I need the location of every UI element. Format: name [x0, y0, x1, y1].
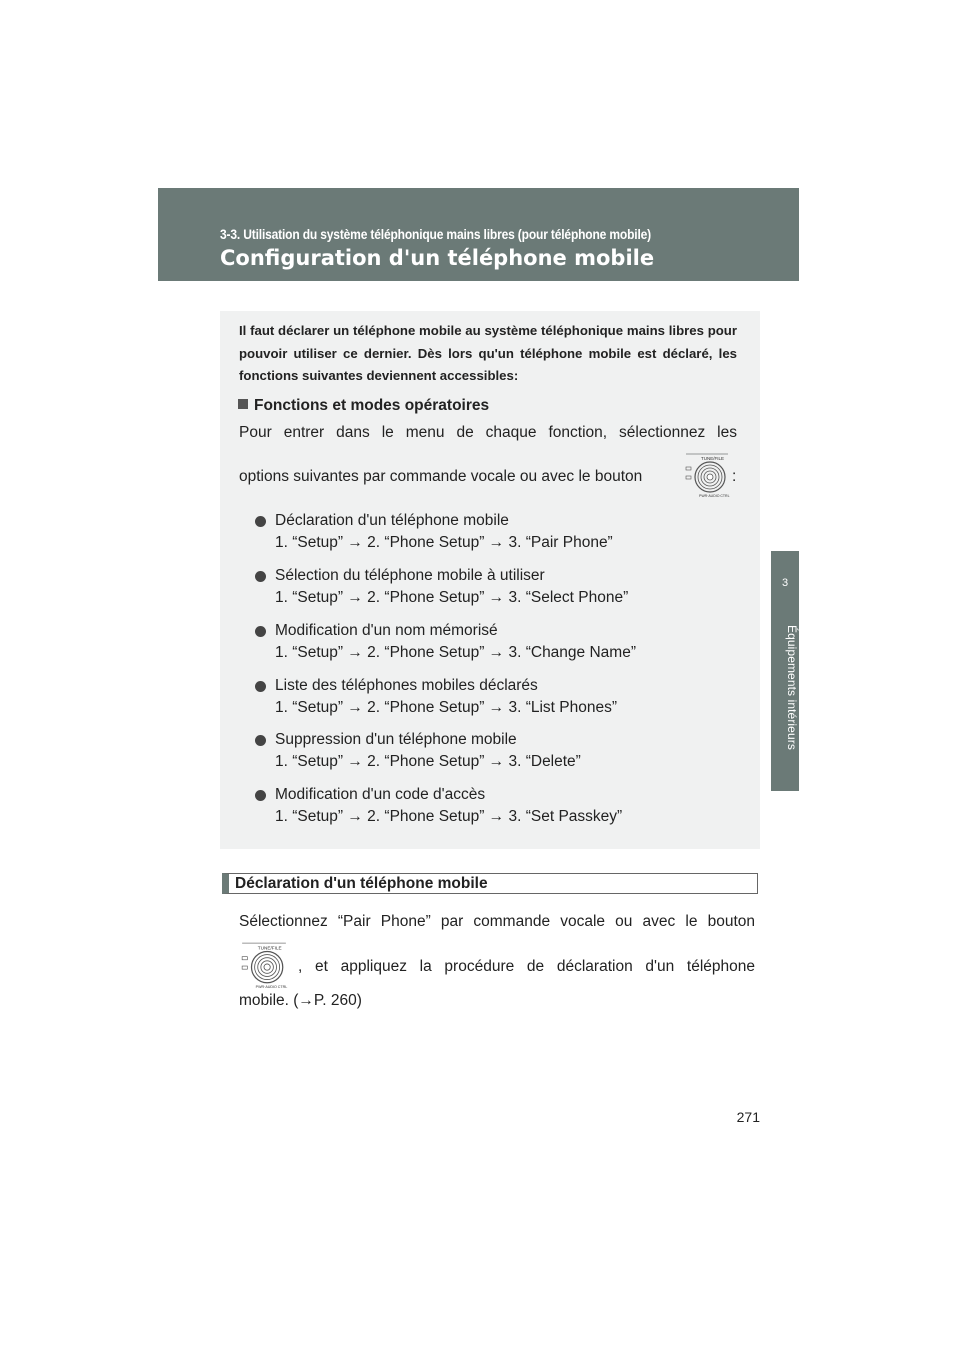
list-item-title: Déclaration d'un téléphone mobile [275, 512, 509, 529]
list-item-path: 1. “Setup” → 2. “Phone Setup” → 3. “Select Phone” [275, 589, 629, 606]
square-bullet-icon [238, 399, 248, 409]
round-bullet-icon [255, 626, 266, 637]
section-heading: Déclaration d'un téléphone mobile [222, 873, 758, 894]
info-box [220, 311, 760, 849]
intro-line: libres pour pouvoir utiliser ce dernier. Dès lors qu'un téléphone [239, 323, 737, 361]
instruction-line: options suivantes par commande vocale ou avec le bouton [239, 468, 643, 485]
round-bullet-icon [255, 516, 266, 527]
chapter-side-tab [771, 551, 799, 791]
chapter-header [158, 188, 799, 281]
instruction-colon: : [732, 468, 737, 485]
round-bullet-icon [255, 735, 266, 746]
list-item-path: 1. “Setup” → 2. “Phone Setup” → 3. “Pair Phone” [275, 534, 613, 551]
page-title: Configuration d'un téléphone mobile [220, 246, 655, 270]
section-line: Sélectionnez “Pair Phone” par commande vocale ou avec le bouton [239, 913, 755, 930]
section-label: 3-3. Utilisation du système téléphonique mains libres (pour téléphone mobile) [220, 226, 651, 242]
round-bullet-icon [255, 571, 266, 582]
functions-subheading: Fonctions et modes opératoires [238, 397, 489, 415]
tune-file-knob-icon [239, 940, 289, 990]
list-item-title: Suppression d'un téléphone mobile [275, 731, 517, 748]
list-item-path: 1. “Setup” → 2. “Phone Setup” → 3. “Delete” [275, 753, 581, 770]
section-line: mobile. (→P. 260) [239, 992, 362, 1009]
knob-bottom-label: PWR·AUDIO CTRL [699, 494, 730, 498]
chapter-number: 3 [781, 577, 789, 589]
round-bullet-icon [255, 790, 266, 801]
list-item-title: Liste des téléphones mobiles déclarés [275, 677, 538, 694]
tune-file-knob-icon [683, 451, 731, 499]
list-item-title: Modification d'un code d'accès [275, 786, 486, 803]
list-item-title: Sélection du téléphone mobile à utiliser [275, 567, 545, 584]
list-item-path: 1. “Setup” → 2. “Phone Setup” → 3. “List Phones” [275, 699, 618, 716]
intro-line: mobile est déclaré, les fonctions suivantes deviennent accessibles: [239, 345, 737, 383]
list-item-path: 1. “Setup” → 2. “Phone Setup” → 3. “Set Passkey” [275, 808, 623, 825]
list-item-path: 1. “Setup” → 2. “Phone Setup” → 3. “Change Name” [275, 644, 636, 661]
knob-bottom-label: PWR·AUDIO CTRL [255, 984, 288, 989]
intro-paragraph [239, 320, 737, 388]
round-bullet-icon [255, 681, 266, 692]
intro-line: Il faut déclarer un téléphone mobile au système téléphonique mains [239, 323, 665, 338]
knob-top-label: TUNE/FILE [257, 945, 282, 951]
knob-top-label: TUNE/FILE [701, 456, 725, 461]
list-item-title: Modification d'un nom mémorisé [275, 622, 498, 639]
instruction-line: Pour entrer dans le menu de chaque fonction, sélectionnez les [239, 424, 737, 441]
chapter-label: Équipements intérieurs [785, 625, 799, 750]
section-line: , et appliquez la procédure de déclaration d'un téléphone [298, 958, 755, 975]
page-number: 271 [736, 1109, 760, 1125]
